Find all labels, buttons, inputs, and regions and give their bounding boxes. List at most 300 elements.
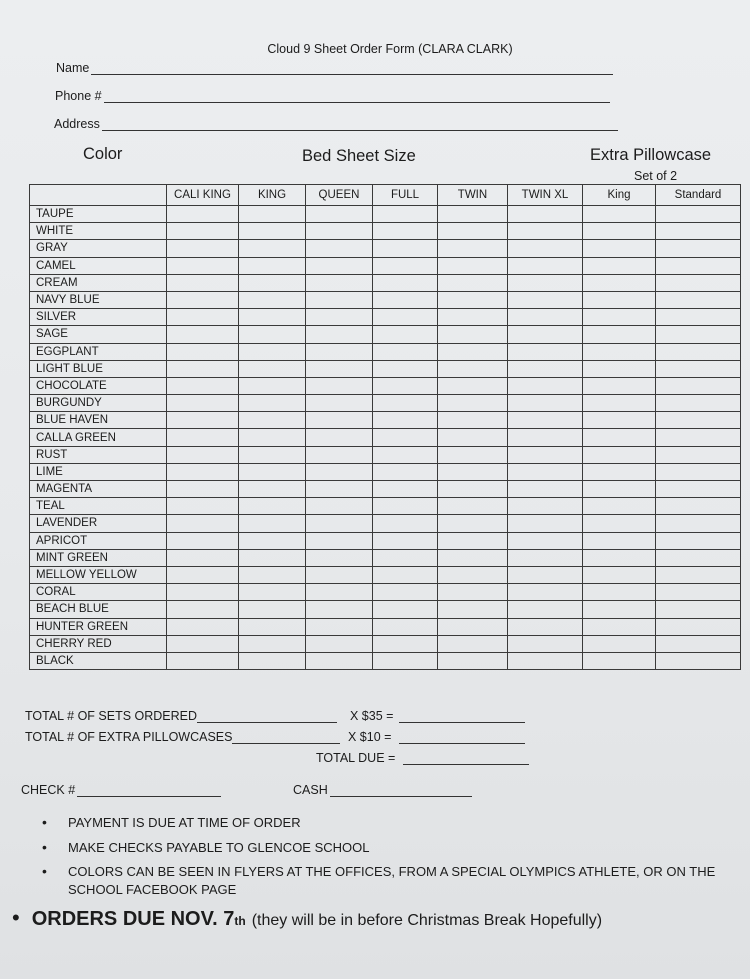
- quantity-cell[interactable]: [583, 446, 656, 463]
- table-row: [30, 601, 741, 618]
- quantity-cell[interactable]: [306, 584, 373, 601]
- quantity-cell[interactable]: [373, 377, 438, 394]
- quantity-cell[interactable]: [583, 652, 656, 669]
- quantity-cell[interactable]: [508, 360, 583, 377]
- quantity-cell[interactable]: [373, 635, 438, 652]
- quantity-cell[interactable]: [438, 343, 508, 360]
- quantity-cell[interactable]: [373, 498, 438, 515]
- color-name: GRAY: [30, 240, 167, 257]
- pillow-price-row: [348, 730, 525, 744]
- quantity-cell[interactable]: [438, 481, 508, 498]
- quantity-cell[interactable]: [656, 395, 741, 412]
- quantity-cell[interactable]: [656, 481, 741, 498]
- quantity-cell[interactable]: [167, 635, 239, 652]
- quantity-cell[interactable]: [438, 498, 508, 515]
- quantity-cell[interactable]: [167, 549, 239, 566]
- quantity-cell[interactable]: [583, 618, 656, 635]
- check-row: [21, 783, 221, 797]
- quantity-cell[interactable]: [438, 635, 508, 652]
- quantity-cell[interactable]: [656, 463, 741, 480]
- quantity-cell[interactable]: [508, 412, 583, 429]
- quantity-cell[interactable]: [583, 515, 656, 532]
- quantity-cell[interactable]: [373, 481, 438, 498]
- table-row: [30, 377, 741, 394]
- quantity-cell[interactable]: [508, 635, 583, 652]
- table-row: [30, 652, 741, 669]
- quantity-cell[interactable]: [167, 532, 239, 549]
- quantity-cell[interactable]: [306, 635, 373, 652]
- quantity-cell[interactable]: [438, 618, 508, 635]
- quantity-cell[interactable]: [438, 463, 508, 480]
- color-name: EGGPLANT: [30, 343, 167, 360]
- quantity-cell[interactable]: [656, 206, 741, 223]
- quantity-cell[interactable]: [373, 566, 438, 583]
- quantity-cell[interactable]: [167, 566, 239, 583]
- quantity-cell[interactable]: [656, 566, 741, 583]
- quantity-cell[interactable]: [583, 206, 656, 223]
- quantity-cell[interactable]: [438, 429, 508, 446]
- quantity-cell[interactable]: [167, 515, 239, 532]
- quantity-cell[interactable]: [306, 326, 373, 343]
- quantity-cell[interactable]: [239, 223, 306, 240]
- color-name: SAGE: [30, 326, 167, 343]
- quantity-cell[interactable]: [306, 412, 373, 429]
- quantity-cell[interactable]: [239, 618, 306, 635]
- sets-amount-blank[interactable]: [399, 709, 525, 723]
- quantity-cell[interactable]: [508, 429, 583, 446]
- col-header: TWIN: [438, 185, 508, 206]
- quantity-cell[interactable]: [508, 377, 583, 394]
- quantity-cell[interactable]: [656, 274, 741, 291]
- quantity-cell[interactable]: [239, 566, 306, 583]
- color-name: NAVY BLUE: [30, 291, 167, 308]
- quantity-cell[interactable]: [656, 635, 741, 652]
- quantity-cell[interactable]: [373, 515, 438, 532]
- quantity-cell[interactable]: [167, 481, 239, 498]
- quantity-cell[interactable]: [167, 291, 239, 308]
- table-row: [30, 429, 741, 446]
- table-row: [30, 274, 741, 291]
- quantity-cell[interactable]: [167, 360, 239, 377]
- table-row: [30, 257, 741, 274]
- quantity-cell[interactable]: [438, 360, 508, 377]
- table-row: [30, 206, 741, 223]
- total-due-row: [316, 751, 529, 765]
- quantity-cell[interactable]: [373, 343, 438, 360]
- quantity-cell[interactable]: [656, 429, 741, 446]
- quantity-cell[interactable]: [656, 343, 741, 360]
- quantity-cell[interactable]: [373, 446, 438, 463]
- quantity-cell[interactable]: [239, 343, 306, 360]
- quantity-cell[interactable]: [306, 291, 373, 308]
- quantity-cell[interactable]: [583, 395, 656, 412]
- quantity-cell[interactable]: [656, 291, 741, 308]
- check-number-blank[interactable]: [77, 783, 221, 797]
- quantity-cell[interactable]: [167, 584, 239, 601]
- quantity-cell[interactable]: [373, 584, 438, 601]
- pillow-price-label: X $10 =: [348, 730, 392, 744]
- pillow-amount-blank[interactable]: [399, 730, 525, 744]
- quantity-cell[interactable]: [438, 584, 508, 601]
- quantity-cell[interactable]: [306, 463, 373, 480]
- quantity-cell[interactable]: [656, 549, 741, 566]
- quantity-cell[interactable]: [438, 257, 508, 274]
- quantity-cell[interactable]: [239, 412, 306, 429]
- name-label: Name: [56, 61, 90, 75]
- quantity-cell[interactable]: [306, 206, 373, 223]
- table-row: [30, 291, 741, 308]
- sets-count-blank[interactable]: [197, 709, 337, 723]
- color-name: LIME: [30, 463, 167, 480]
- quantity-cell[interactable]: [508, 532, 583, 549]
- col-header: King: [583, 185, 656, 206]
- quantity-cell[interactable]: [508, 481, 583, 498]
- quantity-cell[interactable]: [306, 309, 373, 326]
- quantity-cell[interactable]: [583, 429, 656, 446]
- quantity-cell[interactable]: [167, 395, 239, 412]
- quantity-cell[interactable]: [373, 360, 438, 377]
- quantity-cell[interactable]: [373, 309, 438, 326]
- pillow-count-blank[interactable]: [232, 730, 340, 744]
- quantity-cell[interactable]: [508, 566, 583, 583]
- quantity-cell[interactable]: [306, 549, 373, 566]
- quantity-cell[interactable]: [438, 291, 508, 308]
- quantity-cell[interactable]: [373, 652, 438, 669]
- quantity-cell[interactable]: [656, 618, 741, 635]
- quantity-cell[interactable]: [306, 532, 373, 549]
- notes-list: [40, 814, 730, 905]
- quantity-cell[interactable]: [373, 257, 438, 274]
- quantity-cell[interactable]: [167, 412, 239, 429]
- quantity-cell[interactable]: [508, 601, 583, 618]
- quantity-cell[interactable]: [239, 549, 306, 566]
- quantity-cell[interactable]: [306, 429, 373, 446]
- quantity-cell[interactable]: [583, 257, 656, 274]
- quantity-cell[interactable]: [438, 274, 508, 291]
- quantity-cell[interactable]: [656, 223, 741, 240]
- color-name: WHITE: [30, 223, 167, 240]
- quantity-cell[interactable]: [306, 566, 373, 583]
- color-name: APRICOT: [30, 532, 167, 549]
- table-row: [30, 635, 741, 652]
- table-row: [30, 532, 741, 549]
- deadline-line: [12, 905, 602, 931]
- quantity-cell[interactable]: [438, 549, 508, 566]
- quantity-cell[interactable]: [656, 515, 741, 532]
- quantity-cell[interactable]: [438, 223, 508, 240]
- quantity-cell[interactable]: [167, 463, 239, 480]
- quantity-cell[interactable]: [583, 309, 656, 326]
- quantity-cell[interactable]: [373, 395, 438, 412]
- quantity-cell[interactable]: [373, 549, 438, 566]
- cash-blank[interactable]: [330, 783, 472, 797]
- order-grid: [29, 184, 741, 670]
- quantity-cell[interactable]: [167, 274, 239, 291]
- quantity-cell[interactable]: [583, 291, 656, 308]
- quantity-cell[interactable]: [167, 652, 239, 669]
- quantity-cell[interactable]: [373, 532, 438, 549]
- quantity-cell[interactable]: [438, 206, 508, 223]
- quantity-cell[interactable]: [239, 652, 306, 669]
- quantity-cell[interactable]: [508, 223, 583, 240]
- color-name: CALLA GREEN: [30, 429, 167, 446]
- bullet-icon: •: [12, 905, 20, 930]
- quantity-cell[interactable]: [239, 326, 306, 343]
- quantity-cell[interactable]: [373, 240, 438, 257]
- quantity-cell[interactable]: [373, 223, 438, 240]
- quantity-cell[interactable]: [583, 635, 656, 652]
- quantity-cell[interactable]: [583, 498, 656, 515]
- table-row: [30, 618, 741, 635]
- quantity-cell[interactable]: [438, 532, 508, 549]
- quantity-cell[interactable]: [373, 326, 438, 343]
- quantity-cell[interactable]: [583, 223, 656, 240]
- quantity-cell[interactable]: [239, 515, 306, 532]
- quantity-cell[interactable]: [239, 309, 306, 326]
- quantity-cell[interactable]: [438, 377, 508, 394]
- quantity-cell[interactable]: [583, 377, 656, 394]
- total-due-blank[interactable]: [403, 751, 529, 765]
- quantity-cell[interactable]: [656, 377, 741, 394]
- quantity-cell[interactable]: [438, 240, 508, 257]
- quantity-cell[interactable]: [167, 343, 239, 360]
- quantity-cell[interactable]: [656, 446, 741, 463]
- quantity-cell[interactable]: [583, 584, 656, 601]
- quantity-cell[interactable]: [306, 395, 373, 412]
- quantity-cell[interactable]: [508, 446, 583, 463]
- quantity-cell[interactable]: [438, 515, 508, 532]
- quantity-cell[interactable]: [656, 412, 741, 429]
- quantity-cell[interactable]: [438, 652, 508, 669]
- color-column-header: [30, 185, 167, 206]
- quantity-cell[interactable]: [239, 257, 306, 274]
- pillow-total-row: [25, 730, 340, 744]
- quantity-cell[interactable]: [373, 206, 438, 223]
- quantity-cell[interactable]: [508, 498, 583, 515]
- quantity-cell[interactable]: [239, 481, 306, 498]
- quantity-cell[interactable]: [508, 652, 583, 669]
- color-name: MINT GREEN: [30, 549, 167, 566]
- color-name: CHERRY RED: [30, 635, 167, 652]
- deadline-suffix: th: [234, 914, 246, 928]
- quantity-cell[interactable]: [306, 481, 373, 498]
- quantity-cell[interactable]: [239, 291, 306, 308]
- color-name: TAUPE: [30, 206, 167, 223]
- table-row: [30, 412, 741, 429]
- quantity-cell[interactable]: [167, 206, 239, 223]
- quantity-cell[interactable]: [656, 326, 741, 343]
- quantity-cell[interactable]: [508, 257, 583, 274]
- col-header: KING: [239, 185, 306, 206]
- color-name: BURGUNDY: [30, 395, 167, 412]
- quantity-cell[interactable]: [239, 635, 306, 652]
- quantity-cell[interactable]: [306, 240, 373, 257]
- quantity-cell[interactable]: [656, 360, 741, 377]
- quantity-cell[interactable]: [583, 412, 656, 429]
- quantity-cell[interactable]: [438, 412, 508, 429]
- quantity-cell[interactable]: [373, 463, 438, 480]
- quantity-cell[interactable]: [656, 601, 741, 618]
- name-blank[interactable]: [91, 60, 613, 75]
- quantity-cell[interactable]: [306, 343, 373, 360]
- quantity-cell[interactable]: [306, 601, 373, 618]
- quantity-cell[interactable]: [656, 257, 741, 274]
- quantity-cell[interactable]: [167, 326, 239, 343]
- quantity-cell[interactable]: [306, 257, 373, 274]
- quantity-cell[interactable]: [508, 618, 583, 635]
- quantity-cell[interactable]: [656, 498, 741, 515]
- cash-label: CASH: [293, 783, 328, 797]
- quantity-cell[interactable]: [373, 601, 438, 618]
- color-name: MELLOW YELLOW: [30, 566, 167, 583]
- quantity-cell[interactable]: [239, 429, 306, 446]
- quantity-cell[interactable]: [167, 618, 239, 635]
- quantity-cell[interactable]: [239, 206, 306, 223]
- table-row: [30, 446, 741, 463]
- quantity-cell[interactable]: [583, 463, 656, 480]
- quantity-cell[interactable]: [239, 463, 306, 480]
- quantity-cell[interactable]: [373, 429, 438, 446]
- grid-header-row: [30, 185, 741, 206]
- quantity-cell[interactable]: [508, 515, 583, 532]
- color-name: TEAL: [30, 498, 167, 515]
- quantity-cell[interactable]: [306, 360, 373, 377]
- phone-field[interactable]: [55, 88, 610, 103]
- quantity-cell[interactable]: [239, 446, 306, 463]
- quantity-cell[interactable]: [508, 291, 583, 308]
- quantity-cell[interactable]: [239, 601, 306, 618]
- quantity-cell[interactable]: [583, 360, 656, 377]
- quantity-cell[interactable]: [167, 429, 239, 446]
- quantity-cell[interactable]: [438, 446, 508, 463]
- quantity-cell[interactable]: [167, 240, 239, 257]
- quantity-cell[interactable]: [239, 360, 306, 377]
- quantity-cell[interactable]: [583, 274, 656, 291]
- quantity-cell[interactable]: [438, 326, 508, 343]
- quantity-cell[interactable]: [373, 412, 438, 429]
- table-row: [30, 515, 741, 532]
- quantity-cell[interactable]: [656, 584, 741, 601]
- quantity-cell[interactable]: [167, 601, 239, 618]
- note-item: • MAKE CHECKS PAYABLE TO GLENCOE SCHOOL: [40, 839, 730, 857]
- quantity-cell[interactable]: [656, 309, 741, 326]
- quantity-cell[interactable]: [373, 274, 438, 291]
- quantity-cell[interactable]: [438, 309, 508, 326]
- col-header: TWIN XL: [508, 185, 583, 206]
- quantity-cell[interactable]: [239, 498, 306, 515]
- color-name: SILVER: [30, 309, 167, 326]
- color-name: RUST: [30, 446, 167, 463]
- pillow-total-label: TOTAL # OF EXTRA PILLOWCASES: [25, 730, 233, 744]
- quantity-cell[interactable]: [583, 240, 656, 257]
- quantity-cell[interactable]: [373, 618, 438, 635]
- quantity-cell[interactable]: [508, 584, 583, 601]
- quantity-cell[interactable]: [167, 377, 239, 394]
- table-row: [30, 360, 741, 377]
- table-row: [30, 584, 741, 601]
- phone-label: Phone #: [55, 89, 102, 103]
- quantity-cell[interactable]: [583, 343, 656, 360]
- color-name: BEACH BLUE: [30, 601, 167, 618]
- quantity-cell[interactable]: [239, 584, 306, 601]
- phone-blank[interactable]: [104, 88, 610, 103]
- quantity-cell[interactable]: [239, 377, 306, 394]
- quantity-cell[interactable]: [167, 223, 239, 240]
- quantity-cell[interactable]: [239, 532, 306, 549]
- quantity-cell[interactable]: [167, 309, 239, 326]
- quantity-cell[interactable]: [583, 601, 656, 618]
- quantity-cell[interactable]: [239, 395, 306, 412]
- quantity-cell[interactable]: [508, 326, 583, 343]
- quantity-cell[interactable]: [508, 549, 583, 566]
- quantity-cell[interactable]: [438, 566, 508, 583]
- address-field[interactable]: [54, 116, 618, 131]
- color-name: BLUE HAVEN: [30, 412, 167, 429]
- quantity-cell[interactable]: [306, 618, 373, 635]
- quantity-cell[interactable]: [508, 240, 583, 257]
- color-name: LIGHT BLUE: [30, 360, 167, 377]
- col-header: FULL: [373, 185, 438, 206]
- table-row: [30, 240, 741, 257]
- quantity-cell[interactable]: [508, 343, 583, 360]
- quantity-cell[interactable]: [438, 395, 508, 412]
- sets-total-label: TOTAL # OF SETS ORDERED: [25, 709, 198, 723]
- extra-pillowcase-header: Extra Pillowcase: [590, 146, 712, 164]
- quantity-cell[interactable]: [306, 223, 373, 240]
- color-name: LAVENDER: [30, 515, 167, 532]
- quantity-cell[interactable]: [508, 463, 583, 480]
- quantity-cell[interactable]: [438, 601, 508, 618]
- table-row: [30, 343, 741, 360]
- bed-sheet-size-header: Bed Sheet Size: [302, 147, 416, 165]
- quantity-cell[interactable]: [167, 446, 239, 463]
- quantity-cell[interactable]: [583, 326, 656, 343]
- quantity-cell[interactable]: [373, 291, 438, 308]
- quantity-cell[interactable]: [306, 498, 373, 515]
- address-blank[interactable]: [102, 116, 618, 131]
- name-field[interactable]: [56, 60, 613, 75]
- quantity-cell[interactable]: [306, 515, 373, 532]
- color-name: CHOCOLATE: [30, 377, 167, 394]
- quantity-cell[interactable]: [583, 549, 656, 566]
- form-title: Cloud 9 Sheet Order Form (CLARA CLARK): [267, 42, 513, 56]
- quantity-cell[interactable]: [306, 652, 373, 669]
- quantity-cell[interactable]: [306, 377, 373, 394]
- quantity-cell[interactable]: [239, 274, 306, 291]
- quantity-cell[interactable]: [656, 240, 741, 257]
- quantity-cell[interactable]: [508, 274, 583, 291]
- quantity-cell[interactable]: [583, 566, 656, 583]
- quantity-cell[interactable]: [167, 498, 239, 515]
- quantity-cell[interactable]: [583, 481, 656, 498]
- col-header: CALI KING: [167, 185, 239, 206]
- quantity-cell[interactable]: [508, 206, 583, 223]
- set-of-2-label: Set of 2: [634, 169, 678, 183]
- color-header: Color: [83, 145, 123, 163]
- quantity-cell[interactable]: [239, 240, 306, 257]
- quantity-cell[interactable]: [508, 309, 583, 326]
- color-name: MAGENTA: [30, 481, 167, 498]
- quantity-cell[interactable]: [508, 395, 583, 412]
- color-name: CREAM: [30, 274, 167, 291]
- quantity-cell[interactable]: [656, 532, 741, 549]
- quantity-cell[interactable]: [306, 274, 373, 291]
- quantity-cell[interactable]: [656, 652, 741, 669]
- quantity-cell[interactable]: [167, 257, 239, 274]
- quantity-cell[interactable]: [306, 446, 373, 463]
- sets-price-row: [350, 709, 525, 723]
- quantity-cell[interactable]: [583, 532, 656, 549]
